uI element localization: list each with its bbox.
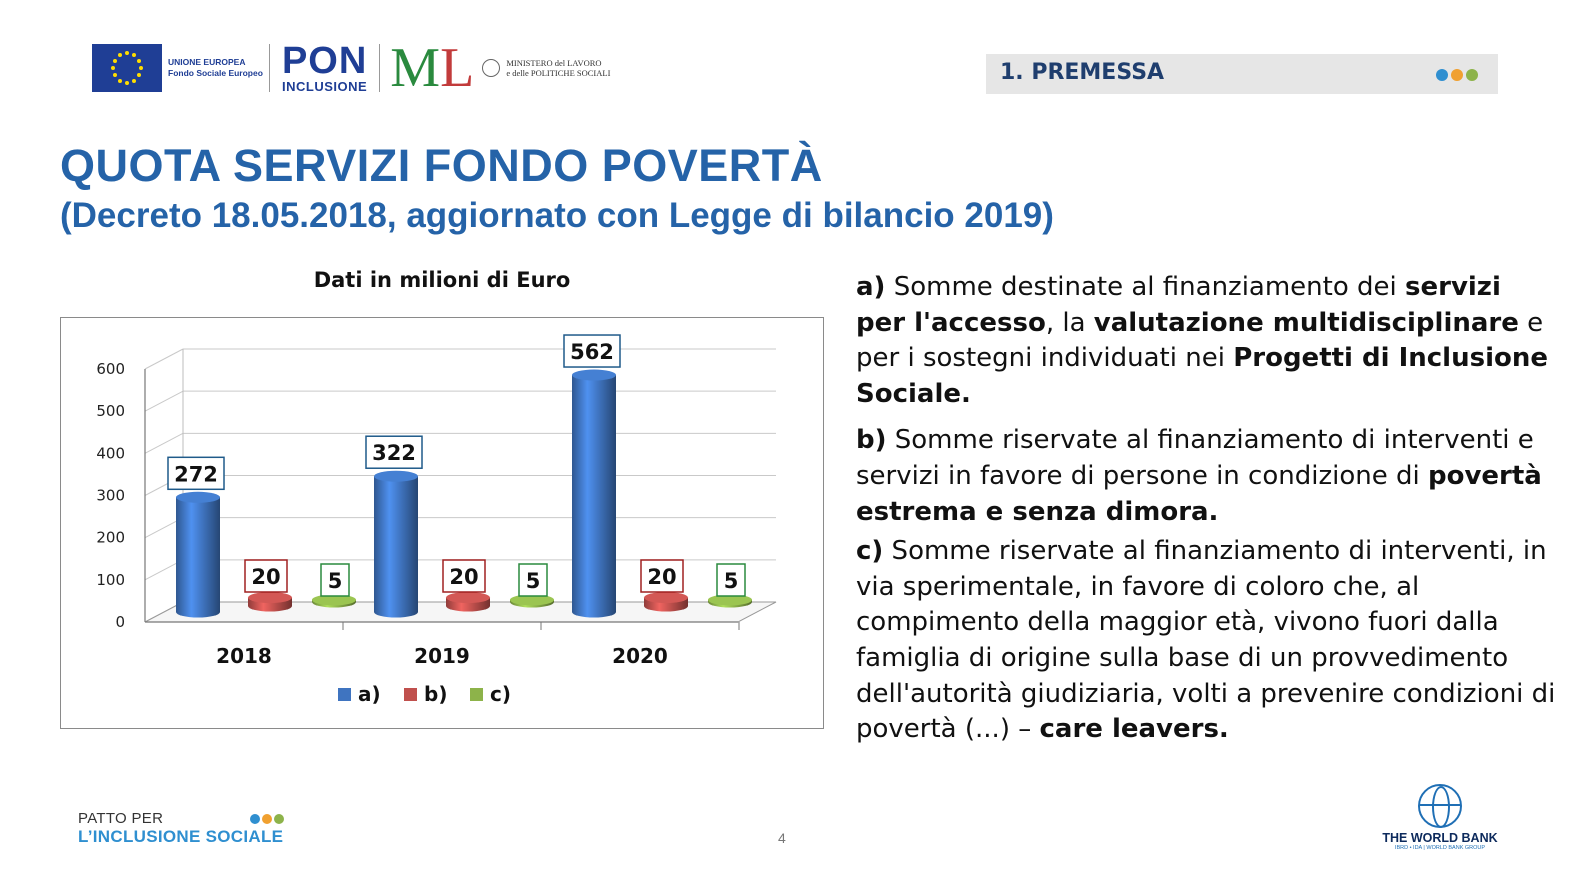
data-label: 562 xyxy=(570,340,614,365)
legend-swatch xyxy=(404,688,417,701)
bar-a-2019 xyxy=(374,476,418,617)
x-tick-label: 2018 xyxy=(216,644,272,668)
logo-divider xyxy=(379,44,380,92)
section-dots xyxy=(1436,69,1478,81)
bar-a-2020 xyxy=(572,375,616,617)
a-bold-2: valutazione multidisciplinare xyxy=(1093,307,1519,338)
data-label: 272 xyxy=(174,462,218,487)
c-prefix: c) xyxy=(856,536,884,567)
data-label: 5 xyxy=(327,569,343,593)
bar-cap xyxy=(248,592,292,603)
ml-l: L xyxy=(440,37,475,99)
wb-name: THE WORLD BANK xyxy=(1382,831,1498,845)
a-prefix: a) xyxy=(856,272,886,302)
data-label: 20 xyxy=(251,565,281,589)
data-label: 20 xyxy=(647,565,677,589)
x-tick-label: 2020 xyxy=(612,644,668,668)
a-bold-1: servizi per l'accesso xyxy=(856,272,1501,338)
bar-cap xyxy=(644,592,688,603)
green-dot-icon xyxy=(1466,69,1478,81)
chart-frame xyxy=(60,317,824,729)
section-tag xyxy=(986,54,1498,94)
a-text-3: e per i sostegni individuati nei xyxy=(856,307,1544,374)
eu-line1: UNIONE EUROPEA xyxy=(168,57,246,67)
patto-line2: L’INCLUSIONE SOCIALE xyxy=(78,827,284,846)
eu-text xyxy=(168,57,263,79)
page-title: QUOTA SERVIZI FONDO POVERTÀ xyxy=(60,140,823,191)
bar-cap xyxy=(572,370,616,381)
pon-logo xyxy=(281,39,368,94)
ministero-line2: e delle POLITICHE SOCIALI xyxy=(506,68,611,78)
orange-dot-icon xyxy=(262,814,272,824)
data-label: 5 xyxy=(525,569,541,593)
y-tick-label: 400 xyxy=(96,444,125,463)
a-text-2: , la xyxy=(1045,307,1094,338)
legend-swatch xyxy=(470,688,483,701)
bar-a-2018 xyxy=(176,497,220,617)
footer-dots xyxy=(250,814,284,824)
pon-sub: INCLUSIONE xyxy=(282,78,368,94)
gridline-depth xyxy=(145,349,183,369)
a-bold-3: Progetti di Inclusione Sociale. xyxy=(856,343,1548,409)
a-text-1: Somme destinate al finanziamento dei xyxy=(885,272,1406,302)
b-text-1: Somme riservate al finanziamento di interventi e servizi in favore di persone in condizione di xyxy=(856,425,1534,491)
wb-sub: IBRD • IDA | WORLD BANK GROUP xyxy=(1394,845,1486,851)
bar-cap xyxy=(374,471,418,482)
gridline-depth xyxy=(145,433,183,453)
orange-dot-icon xyxy=(1451,69,1463,81)
globe-icon xyxy=(1418,784,1462,828)
y-tick-label: 0 xyxy=(115,613,125,631)
description-text xyxy=(856,270,1556,759)
y-tick-label: 300 xyxy=(96,486,125,505)
blue-dot-icon xyxy=(250,814,260,824)
patto-line1: PATTO PER xyxy=(78,810,164,827)
page-number: 4 xyxy=(778,830,786,846)
bar-chart xyxy=(61,318,823,728)
b-bold-1: povertà estrema e senza dimora. xyxy=(856,460,1542,527)
eu-line2: Fondo Sociale Europeo xyxy=(168,68,263,78)
paragraph-c xyxy=(856,534,1556,748)
blue-dot-icon xyxy=(1436,69,1448,81)
ministero-text xyxy=(506,58,610,78)
legend-label: a) xyxy=(358,682,381,706)
b-prefix: b) xyxy=(856,425,887,456)
legend-label: c) xyxy=(490,682,511,706)
chart-title: Dati in milioni di Euro xyxy=(313,268,571,292)
green-dot-icon xyxy=(274,814,284,824)
pon-word: PON xyxy=(281,39,368,82)
paragraph-a xyxy=(856,270,1556,412)
gridline-depth xyxy=(145,391,183,411)
y-tick-label: 600 xyxy=(96,360,125,378)
y-tick-label: 100 xyxy=(96,570,125,589)
legend-label: b) xyxy=(424,682,448,706)
republic-emblem-icon xyxy=(482,59,500,77)
ministero-ml-logo xyxy=(390,37,475,99)
bar-cap xyxy=(176,492,220,503)
c-text-1: Somme riservate al finanziamento di interventi, in via sperimentale, in favore di coloro che, al compimento della maggior età, vivono fuori dalla famiglia di origine sulla base di un provvedimento dell'autorità giudiziaria, volti a prevenire condizioni di povertà (...) – xyxy=(856,536,1556,745)
data-label: 20 xyxy=(449,565,479,589)
c-bold-1: care leavers. xyxy=(1039,714,1229,745)
ministero-line1: MINISTERO del LAVORO xyxy=(506,58,602,68)
ml-m: M xyxy=(390,37,441,99)
bar-cap xyxy=(446,592,490,603)
y-tick-label: 500 xyxy=(96,402,125,421)
x-tick-label: 2019 xyxy=(414,644,470,668)
eu-flag-icon xyxy=(92,44,162,92)
header-logos xyxy=(92,37,611,99)
legend-swatch xyxy=(338,688,351,701)
data-label: 5 xyxy=(723,569,739,593)
section-label: 1. PREMESSA xyxy=(1000,60,1165,85)
logo-divider xyxy=(269,44,270,92)
data-label: 322 xyxy=(372,441,416,466)
page-subtitle: (Decreto 18.05.2018, aggiornato con Legge di bilancio 2019) xyxy=(60,196,1054,235)
y-tick-label: 200 xyxy=(96,528,125,547)
world-bank-logo xyxy=(1378,784,1502,851)
paragraph-b xyxy=(856,423,1556,530)
